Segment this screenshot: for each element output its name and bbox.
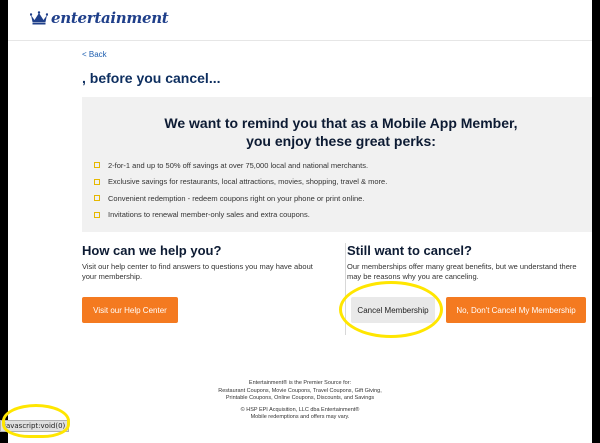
checkbox-icon xyxy=(94,195,100,201)
list-item xyxy=(94,190,387,207)
back-link[interactable]: < Back xyxy=(82,50,107,59)
footer-line: Entertainment® is the Premier Source for: xyxy=(248,380,352,386)
checkbox-icon xyxy=(94,179,100,185)
perks-list xyxy=(94,157,387,223)
logo-wordmark: entertainment xyxy=(51,9,169,27)
footer-line: © HSP EPI Acquisition, LLC dba Entertainment® xyxy=(240,406,360,413)
list-item xyxy=(94,157,387,174)
cancel-text xyxy=(347,262,577,282)
page xyxy=(8,0,592,443)
perk-text: Convenient redemption - redeem coupons right on your phone or print online. xyxy=(108,193,365,203)
section-divider xyxy=(345,243,346,335)
perks-heading-line1: We want to remind you that as a Mobile App Member, xyxy=(164,115,518,131)
browser-status-bar: javascript:void(0) xyxy=(0,420,69,432)
footer-line: Mobile redemptions and offers may vary. xyxy=(250,414,350,420)
help-center-button[interactable]: Visit our Help Center xyxy=(82,297,178,323)
cancel-heading: Still want to cancel? xyxy=(347,243,472,258)
page-title: , before you cancel... xyxy=(82,70,221,86)
help-heading: How can we help you? xyxy=(82,243,222,258)
help-text-line1: Visit our help center to find answers to questions you may have about xyxy=(82,262,313,271)
perk-text: Exclusive savings for restaurants, local attractions, movies, shopping, travel & more. xyxy=(108,177,388,187)
footer-line: Printable Coupons, Online Coupons, Discounts, and Savings xyxy=(225,395,375,401)
keep-membership-button[interactable]: No, Don't Cancel My Membership xyxy=(446,297,586,323)
perk-text: 2-for-1 and up to 50% off savings at over 75,000 local and national merchants. xyxy=(108,160,369,170)
checkbox-icon xyxy=(94,162,100,168)
help-text-line2: your membership. xyxy=(82,272,143,281)
cancel-membership-button[interactable]: Cancel Membership xyxy=(351,297,435,323)
cancel-text-line1: Our memberships offer many great benefits, but we understand there xyxy=(347,262,577,271)
site-footer xyxy=(8,380,592,422)
brand-logo[interactable] xyxy=(30,9,168,27)
checkbox-icon xyxy=(94,212,100,218)
site-header xyxy=(8,0,592,41)
help-text xyxy=(82,262,313,282)
footer-line: Restaurant Coupons, Movie Coupons, Travel Coupons, Gift Giving, xyxy=(218,387,382,394)
perk-text: Invitations to renewal member-only sales and extra coupons. xyxy=(108,210,310,220)
perks-heading xyxy=(82,114,592,150)
perks-heading-line2: you enjoy these great perks: xyxy=(246,133,436,149)
crown-icon xyxy=(30,11,48,25)
list-item xyxy=(94,207,387,224)
perks-panel xyxy=(82,97,592,232)
list-item xyxy=(94,174,387,191)
cancel-text-line2: may be reasons why you are canceling. xyxy=(347,272,479,281)
